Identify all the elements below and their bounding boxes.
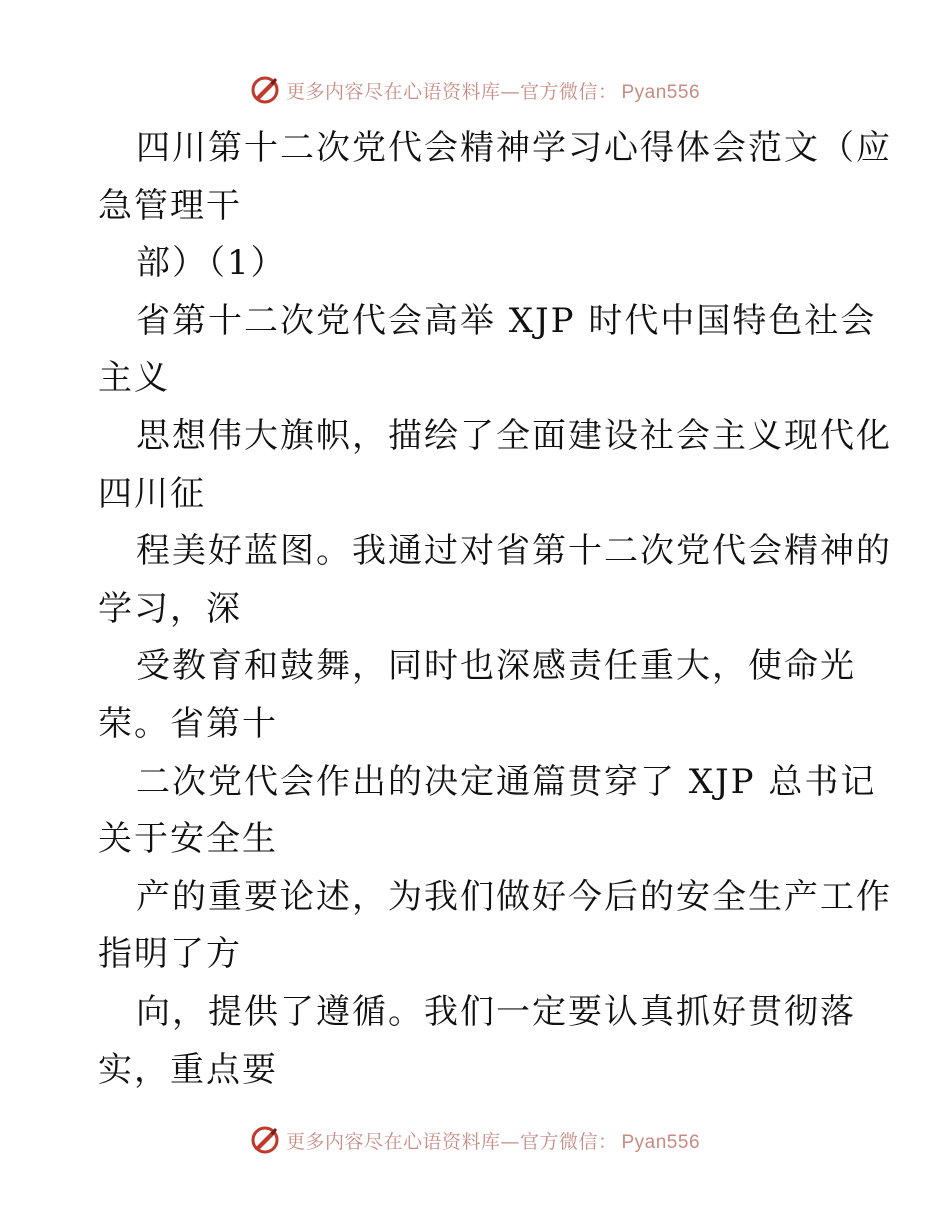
pen-logo-icon — [250, 1125, 280, 1155]
header-banner-label: 更多内容尽在心语资料库—官方微信： — [285, 80, 618, 103]
document-body — [98, 120, 892, 1099]
footer-banner-label: 更多内容尽在心语资料库—官方微信： — [285, 1130, 618, 1153]
header-banner-id: Pyan556 — [621, 81, 701, 103]
header-banner-text — [286, 77, 700, 104]
body-line: 二次党代会作出的决定通篇贯穿了 XJP 总书记 — [136, 761, 877, 802]
body-line: 四川第十二次党代会精神学习心得体会范文（应 — [136, 128, 892, 168]
header-watermark-banner — [0, 72, 950, 108]
body-line: 受教育和鼓舞，同时也深感责任重大，使命光 — [136, 646, 856, 687]
body-line: 部）（1） — [136, 243, 287, 284]
body-line: 指明了方 — [98, 934, 242, 975]
body-line: 学习，深 — [98, 588, 242, 629]
body-line: 程美好蓝图。我通过对省第十二次党代会精神的 — [136, 531, 892, 572]
body-line: 思想伟大旗帜，描绘了全面建设社会主义现代化 — [136, 415, 892, 456]
body-line: 急管理干 — [98, 185, 242, 226]
body-line: 产的重要论述，为我们做好今后的安全生产工作 — [136, 876, 892, 917]
footer-banner-id: Pyan556 — [621, 1131, 701, 1153]
body-line: 四川征 — [98, 473, 206, 514]
body-line: 向，提供了遵循。我们一定要认真抓好贯彻落 — [136, 991, 856, 1032]
body-line: 省第十二次党代会高举 XJP 时代中国特色社会 — [136, 300, 877, 341]
pen-logo-icon — [250, 75, 280, 105]
footer-watermark-banner — [0, 1122, 950, 1158]
body-line: 关于安全生 — [98, 819, 278, 860]
body-line: 实，重点要 — [98, 1049, 278, 1090]
body-line: 荣。省第十 — [98, 703, 278, 744]
footer-banner-text — [286, 1127, 700, 1154]
body-line: 主义 — [98, 358, 170, 399]
